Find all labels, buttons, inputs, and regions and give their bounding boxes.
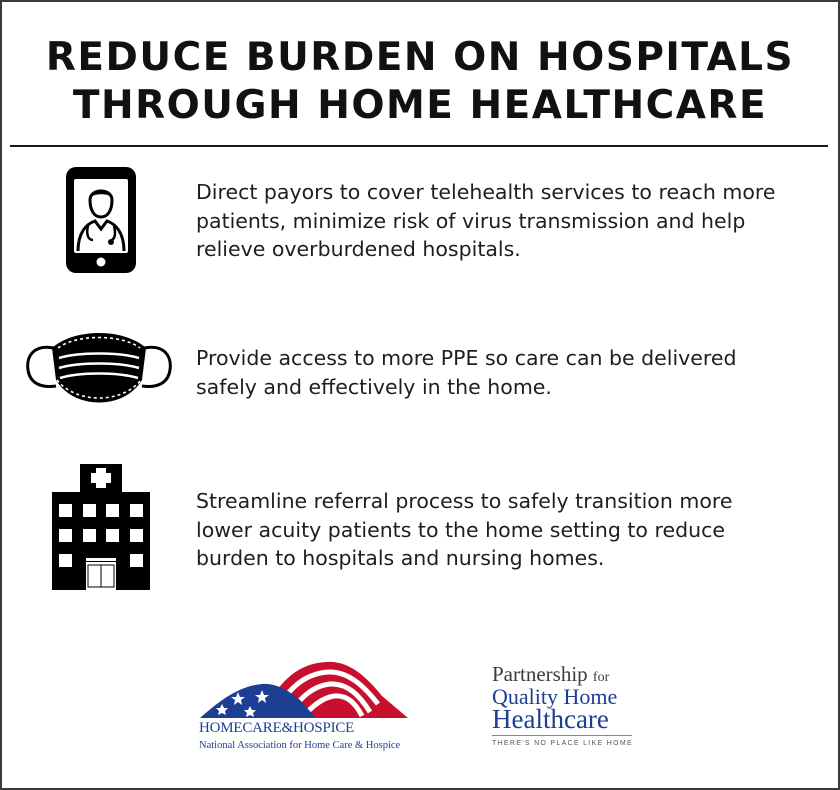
item-text-line: Provide access to more PPE so care can be delivered bbox=[196, 346, 737, 370]
item-text-line: relieve overburdened hospitals. bbox=[196, 237, 521, 261]
item-text-line: Streamline referral process to safely transition more bbox=[196, 489, 733, 513]
item-ppe-text bbox=[196, 344, 816, 401]
pqhh-logo-line3: Healthcare bbox=[492, 704, 609, 734]
pqhh-for: for bbox=[592, 670, 610, 685]
pqhh-tagline: THERE'S NO PLACE LIKE HOME bbox=[492, 740, 633, 747]
item-text-line: Direct payors to cover telehealth services to reach more bbox=[196, 180, 776, 204]
item-text-line: burden to hospitals and nursing homes. bbox=[196, 546, 605, 570]
nahc-flag-logo bbox=[198, 656, 412, 720]
nahc-logo-subtitle: National Association for Home Care & Hospice bbox=[199, 740, 401, 751]
telehealth-phone-icon bbox=[64, 166, 138, 274]
face-mask-icon bbox=[24, 326, 174, 416]
title-line-2: THROUGH HOME HEALTHCARE bbox=[72, 83, 768, 128]
pqhh-partnership: Partnership bbox=[492, 662, 588, 686]
pqhh-logo-line2: Quality Home bbox=[492, 684, 618, 709]
title-divider bbox=[10, 145, 828, 147]
hospital-building-icon bbox=[50, 462, 152, 592]
item-text-line: safely and effectively in the home. bbox=[196, 374, 552, 399]
pqhh-logo-line1 bbox=[492, 664, 609, 685]
item-text-line: lower acuity patients to the home setting to reduce bbox=[196, 517, 725, 542]
title-line-1: REDUCE BURDEN ON HOSPITALS bbox=[45, 35, 795, 80]
item-text-line: patients, minimize risk of virus transmission and help bbox=[196, 208, 746, 233]
pqhh-divider bbox=[492, 735, 632, 736]
nahc-logo-name: HOMECARE&HOSPICE bbox=[199, 720, 355, 736]
item-telehealth-text bbox=[196, 178, 816, 264]
item-referral-text bbox=[196, 487, 816, 573]
page-title bbox=[0, 34, 840, 130]
